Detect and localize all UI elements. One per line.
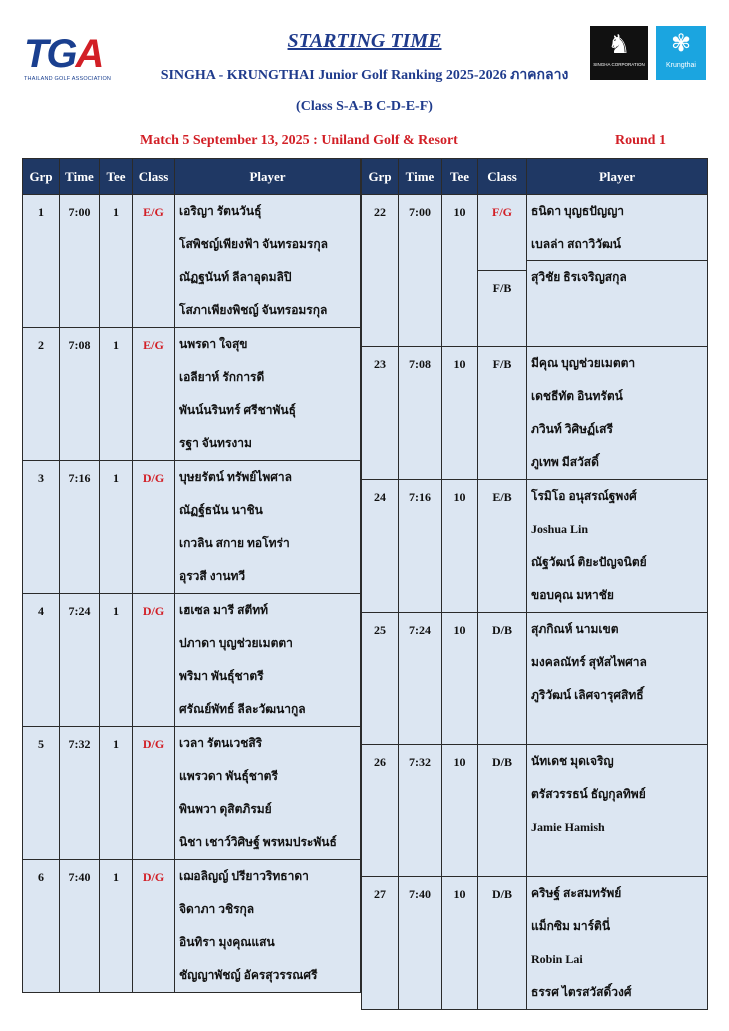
col-header-tee: Tee [100, 159, 133, 195]
col-header-time: Time [60, 159, 100, 195]
tee-number: 10 [453, 357, 466, 371]
player-name: ภวินท์ วิศิษฏ์เสรี [531, 422, 613, 436]
player-name: ปภาดา บุญช่วยเมตตา [179, 636, 293, 650]
class-code: D/B [491, 755, 512, 769]
group-number: 27 [374, 887, 386, 901]
group-number: 4 [38, 604, 44, 618]
table-header-row [362, 159, 708, 195]
round-label: Round 1 [615, 133, 666, 148]
col-header-time: Time [399, 159, 442, 195]
player-name: เฮเซล มารี สตีทท์ [179, 603, 269, 617]
singha-logo-subtitle: SINGHA CORPORATION [593, 62, 645, 67]
tga-logo-mark: TGA [24, 32, 103, 76]
class-code: E/B [492, 490, 512, 504]
tee-number: 10 [453, 490, 466, 504]
player-name: นัทเดช มุดเจริญ [531, 754, 614, 768]
player-name: พินพวา ดุสิตภิรมย์ [179, 802, 272, 816]
player-name: สุวิชัย ธิรเจริญสกุล [531, 270, 627, 284]
player-name: ณัฏฐ์ธนัน นาชิน [179, 503, 263, 517]
tee-time: 7:32 [409, 755, 431, 769]
class-code: D/G [142, 604, 165, 618]
player-name: ชัญญาพัชญ์ อัครสุวรรณศรี [179, 968, 318, 982]
lion-icon: ♞ [607, 29, 631, 59]
player-name: ธนิดา บุญธปัญญา [531, 204, 625, 218]
player-name: อินทิรา มุงคุณแสน [179, 935, 275, 949]
class-code: D/B [491, 623, 512, 637]
tee-time: 7:16 [409, 490, 431, 504]
player-name: เดชธีทัต อินทรัตน์ [531, 389, 623, 403]
class-line: (Class S-A-B C-D-E-F) [296, 99, 433, 114]
player-name: ธรรศ ไตรสวัสดิ์วงศ์ [531, 985, 632, 999]
table-row [362, 347, 708, 480]
group-number: 24 [374, 490, 386, 504]
player-name: นพรดา ใจสุข [179, 337, 248, 351]
player-name: Robin Lai [531, 952, 583, 966]
class-code: E/G [143, 338, 164, 352]
class-code: E/G [143, 205, 164, 219]
class-code: F/B [492, 281, 512, 295]
player-name: ตรัสวรรธน์ ธัญกุลทิพย์ [531, 787, 646, 801]
player-name: Jamie Hamish [531, 820, 605, 834]
player-name: ภูเทพ มีสวัสดิ์ [531, 455, 599, 469]
table-header-row [23, 159, 361, 195]
player-name: รฐา จันทรงาม [179, 436, 252, 450]
match-line: Match 5 September 13, 2025 : Uniland Golf & Resort [140, 133, 458, 148]
player-name: ณัฏฐนันท์ ลีลาอุดมลิปิ [179, 270, 292, 284]
player-name: บุษยรัตน์ ทรัพย์ไพศาล [179, 470, 292, 484]
table-row [362, 480, 708, 613]
class-code: D/B [491, 887, 512, 901]
group-number: 25 [374, 623, 386, 637]
player-name: คริษฐ์ สะสมทรัพย์ [531, 886, 622, 900]
class-code: F/G [492, 205, 512, 219]
player-name: เอลียาห์ รักการดี [179, 370, 265, 384]
group-number: 5 [38, 737, 44, 751]
table-row [362, 745, 708, 877]
class-code: F/B [492, 357, 512, 371]
player-name: มีคุณ บุญช่วยเมตตา [531, 356, 636, 370]
tee-time: 7:40 [409, 887, 431, 901]
group-number: 1 [38, 205, 44, 219]
tee-number: 1 [113, 338, 119, 352]
player-name: โสภาเพียงพิชญ์ จันทรอมรกุล [179, 303, 328, 317]
col-header-grp: Grp [23, 159, 60, 195]
player-name: ณัฐวัฒน์ ติยะปัญจนิตย์ [531, 555, 647, 569]
player-name: เวลา รัตนเวชสิริ [179, 736, 263, 750]
player-name: ขอบคุณ มหาชัย [531, 588, 614, 602]
col-header-class: Class [133, 159, 175, 195]
player-name: อุรวสี งานทวี [179, 569, 246, 583]
table-row [23, 328, 361, 461]
tga-logo-subtitle: THAILAND GOLF ASSOCIATION [24, 76, 112, 82]
table-row [362, 195, 708, 347]
tee-number: 1 [113, 870, 119, 884]
player-name: แม็กซิม มาร์ตินี่ [531, 919, 611, 933]
tee-number: 1 [113, 471, 119, 485]
tee-number: 10 [453, 623, 466, 637]
class-code: D/G [142, 737, 165, 751]
tee-time: 7:16 [68, 471, 91, 485]
table-row [23, 195, 361, 328]
player-name: สุภกิณห์ นามเขต [531, 622, 619, 636]
tee-time: 7:08 [409, 357, 431, 371]
player-name: มงคลณัทร์ สุหัสไพศาล [531, 655, 647, 669]
tee-number: 1 [113, 737, 119, 751]
player-name: เกวลิน สกาย ทอโทร่า [179, 536, 290, 550]
table-row [362, 877, 708, 1010]
col-header-class: Class [478, 159, 527, 195]
group-number: 26 [374, 755, 386, 769]
col-header-player: Player [527, 159, 708, 195]
col-header-grp: Grp [362, 159, 399, 195]
player-name: ภูริวัฒน์ เลิศจารุศสิทธิ์ [531, 688, 644, 702]
tee-time: 7:32 [68, 737, 91, 751]
table-row [23, 860, 361, 993]
class-code: D/G [142, 471, 165, 485]
table-row [23, 461, 361, 594]
group-number: 23 [374, 357, 386, 371]
tee-time: 7:24 [409, 623, 431, 637]
tee-time: 7:24 [68, 604, 91, 618]
player-name: พริมา พันธุ์ชาตรี [179, 669, 264, 683]
page-title: STARTING TIME [287, 30, 442, 52]
tee-number: 1 [113, 205, 119, 219]
krungthai-logo-subtitle: Krungthai [666, 62, 696, 69]
table-row [23, 727, 361, 860]
tee-number: 1 [113, 604, 119, 618]
group-number: 22 [374, 205, 386, 219]
player-name: ศรัณย์พัทธ์ ลีละวัฒนากูล [179, 702, 306, 716]
player-name: จิดาภา วชิรกุล [179, 902, 255, 916]
player-name: โรมิโอ อนุสรณ์ฐพงศ์ [531, 489, 637, 503]
group-number: 3 [38, 471, 44, 485]
player-name: แพรวดา พันธุ์ชาตรี [179, 769, 278, 783]
player-name: นิชา เชาว์วิศิษฐ์ พรหมประพันธ์ [179, 835, 337, 849]
class-code: D/G [142, 870, 165, 884]
schedule-table-right [361, 158, 708, 1010]
event-subtitle: SINGHA - KRUNGTHAI Junior Golf Ranking 2025-2026 ภาคกลาง [160, 68, 569, 83]
tee-time: 7:40 [68, 870, 91, 884]
tee-number: 10 [453, 887, 466, 901]
col-header-tee: Tee [442, 159, 478, 195]
group-number: 2 [38, 338, 44, 352]
player-name: พันน์นรินทร์ ศรีชาพันธุ์ [179, 403, 296, 417]
schedule-table-left [22, 158, 361, 993]
player-name: โสพิชญ์เพียงฟ้า จันทรอมรกุล [179, 237, 328, 251]
bird-icon: ✾ [670, 30, 692, 57]
tee-number: 10 [453, 205, 466, 219]
table-row [23, 594, 361, 727]
tee-time: 7:08 [68, 338, 91, 352]
player-name: เฌอลิญญ์ ปรียาวริทธาดา [179, 869, 309, 883]
player-name: Joshua Lin [531, 522, 589, 536]
tee-number: 10 [453, 755, 466, 769]
group-number: 6 [38, 870, 44, 884]
table-row [362, 613, 708, 745]
player-name: เอริญา รัตนวันธุ์ [179, 204, 262, 218]
tee-time: 7:00 [68, 205, 91, 219]
player-name: เบลล่า สถาวิวัฒน์ [531, 237, 622, 251]
tee-time: 7:00 [409, 205, 431, 219]
col-header-player: Player [175, 159, 361, 195]
